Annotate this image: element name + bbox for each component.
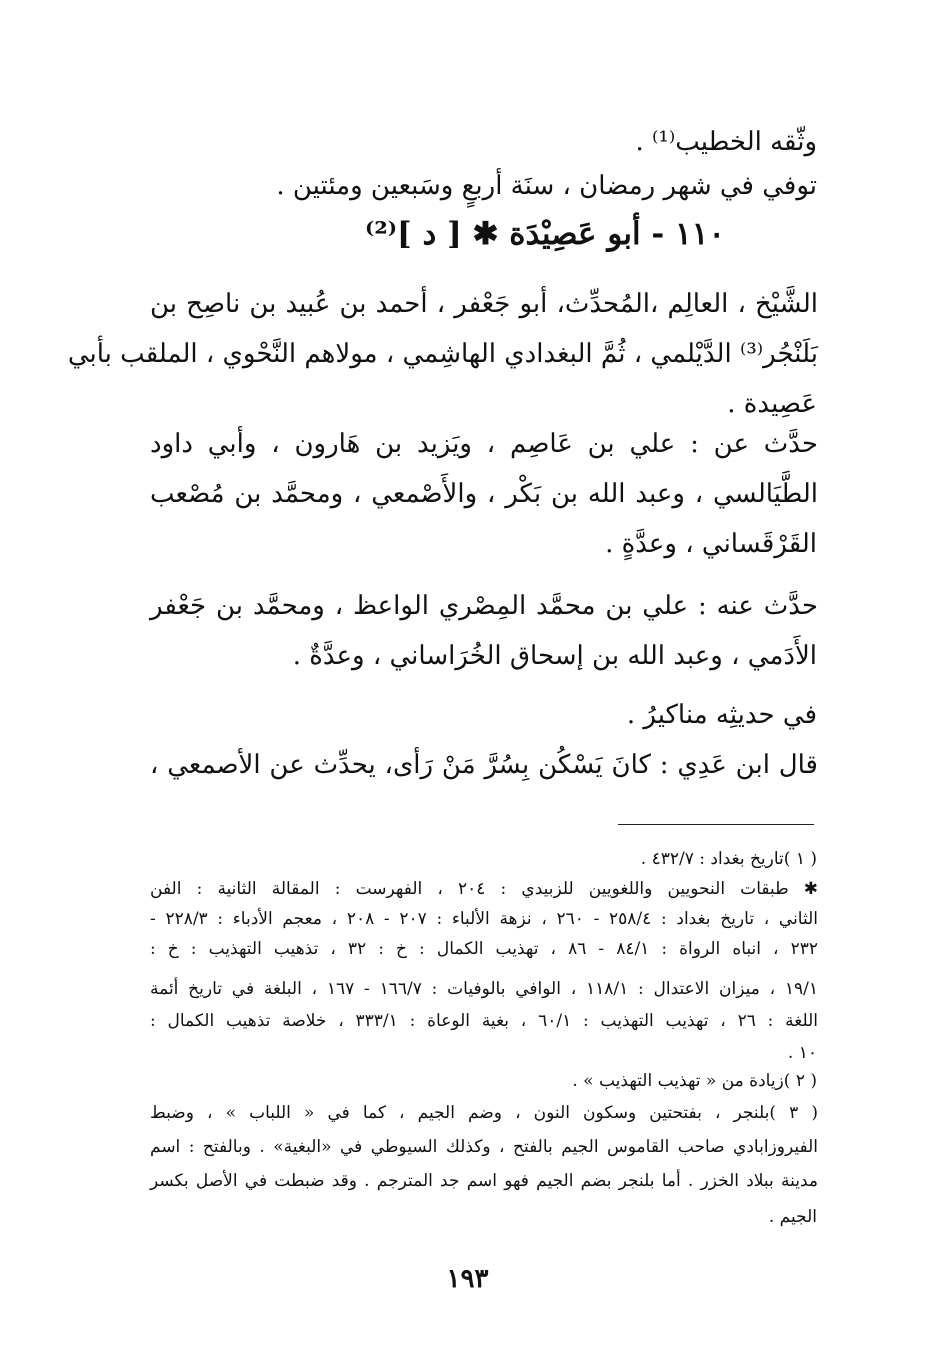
footnote-line-3: الثاني ، تاريخ بغداد : ٢٥٨/٤ - ٢٦٠ ، نزهة الألباء : ٢٠٧ - ٢٠٨ ، معجم الأدباء : ٢٢٨/٣ - bbox=[150, 909, 819, 929]
footnote-line-6: اللغة : ٢٦ ، تهذيب التهذيب : ٦٠/١ ، بغية الوعاة : ٣٣٣/١ ، خلاصة تذهيب الكمال : bbox=[150, 1011, 818, 1031]
body-line-4: بَلَنْجُر⁽³⁾ الدَّيْلمي ، ثُمَّ البغدادي الهاشِمي ، مولاهم النَّحْوي ، الملقب بأبي bbox=[67, 339, 818, 369]
entry-heading: ١١٠ - أبو عَصِيْدَة ✱ [ د ]⁽²⁾ bbox=[364, 216, 725, 252]
footnote-line-5: ١٩/١ ، ميزان الاعتدال : ١١٨/١ ، الوافي بالوفيات : ١٦٦/٧ - ١٦٧ ، البلغة في تاريخ أئمة bbox=[150, 979, 818, 999]
footnote-line-1: ( ١ )تاريخ بغداد : ٤٣٢/٧ . bbox=[640, 849, 817, 869]
body-line-12: قال ابن عَدِي : كانَ يَسْكُن بِسُرَّ مَنْ رَأى، يحدِّث عن الأصمعي ، bbox=[150, 750, 818, 780]
body-line-9: حدَّث عنه : علي بن محمَّد المِصْري الواعظ ، ومحمَّد بن جَعْفر bbox=[150, 591, 818, 621]
body-line-5: عَصِيدة . bbox=[727, 389, 817, 419]
body-line-7: الطَّيَالسي ، وعبد الله بن بَكْر ، والأَصْمعي ، ومحمَّد بن مُصْعب bbox=[150, 479, 818, 509]
footnote-line-4: ٢٣٢ ، انباه الرواة : ٨٤/١ - ٨٦ ، تهذيب الكمال : خ : ٣٢ ، تذهيب التهذيب : خ : bbox=[150, 939, 819, 959]
footnote-line-2: ✱ طبقات النحويين واللغويين للزبيدي : ٢٠٤ ، الفهرست : المقالة الثانية : الفن bbox=[150, 879, 819, 899]
body-line-6: حدَّث عن : علي بن عَاصِم ، ويَزيد بن هَارون ، وأبي داود bbox=[150, 429, 818, 459]
footnote-divider bbox=[618, 824, 814, 825]
footnote-line-10: الفيروزابادي صاحب القاموس الجيم بالفتح ، وكذلك السيوطي في «البغية» . وبالفتح : اسم bbox=[150, 1137, 818, 1157]
footnote-line-7: ١٠ . bbox=[787, 1043, 817, 1063]
footnote-line-9: ( ٣ )بلنجر ، بفتحتين وسكون النون ، وضم الجيم ، كما في « اللباب » ، وضبط bbox=[150, 1103, 818, 1123]
body-line-8: القَرْقَساني ، وعدَّةٍ . bbox=[605, 529, 817, 559]
body-line-1: وثّقه الخطيب⁽¹⁾ . bbox=[635, 127, 817, 157]
body-line-3: الشَّيْخ ، العالِم ،المُحدِّث، أبو جَعْفر ، أحمد بن عُبيد بن ناصِح بن bbox=[150, 289, 818, 319]
body-line-2: توفي في شهر رمضان ، سنَة أربعٍ وسَبعين ومئتين . bbox=[276, 171, 817, 201]
footnote-line-11: مدينة ببلاد الخزر . أما بلنجر بضم الجيم فهو اسم جد المترجم . وقد ضبطت في الأصل بكسر bbox=[150, 1171, 818, 1191]
body-line-11: في حديثِه مناكيرُ . bbox=[626, 700, 817, 730]
footnote-line-8: ( ٢ )زيادة من « تهذيب التهذيب » . bbox=[572, 1071, 817, 1091]
page-number: ١٩٣ bbox=[446, 1264, 489, 1294]
footnote-line-12: الجيم . bbox=[768, 1207, 817, 1227]
body-line-10: الأَدَمي ، وعبد الله بن إسحاق الخُرَاساني ، وعدَّةٌ . bbox=[292, 641, 817, 671]
